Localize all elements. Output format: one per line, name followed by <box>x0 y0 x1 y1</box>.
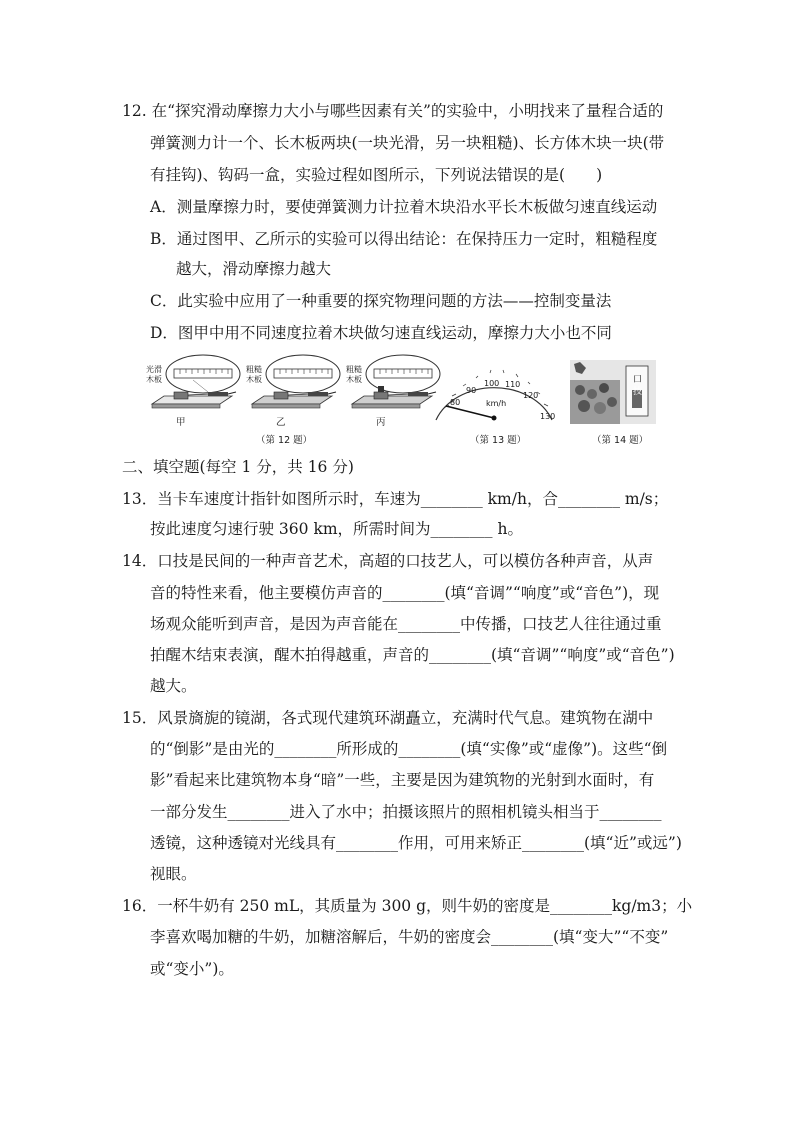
bing-label: 丙 <box>376 417 386 428</box>
caption-14: （第 14 题） <box>592 435 649 446</box>
q13-line1: 13．当卡车速度计指针如图所示时，车速为________ km/h，合________ m/s； <box>122 490 669 508</box>
jia-board-label-1: 光滑 <box>146 365 162 374</box>
q14-line1: 14．口技是民间的一种声音艺术，高超的口技艺人，可以模仿各种声音，从声 <box>122 552 654 570</box>
q12-option-b-cont: 越大，滑动摩擦力越大 <box>176 260 332 278</box>
figure-speedometer <box>428 356 560 428</box>
q15-line4: 一部分发生________进入了水中；拍摄该照片的照相机镜头相当于________ <box>150 803 662 821</box>
figure-jia <box>148 352 242 430</box>
tick-130: 130 <box>540 412 556 421</box>
q16-line3: 或“变小”)。 <box>150 960 234 978</box>
figure-photo14 <box>570 360 656 424</box>
q12-option-b: B．通过图甲、乙所示的实验可以得出结论：在保持压力一定时，粗糙程度 <box>150 230 658 248</box>
caption-13: （第 13 题） <box>470 435 527 446</box>
jia-board-label-2: 木板 <box>146 375 162 384</box>
q14-line5: 越大。 <box>150 677 197 695</box>
q15-line6: 视眼。 <box>150 865 197 883</box>
q14-line4: 拍醒木结束表演，醒木拍得越重，声音的________(填“音调”“响度”或“音色”) <box>150 646 675 664</box>
q15-line5: 透镜，这种透镜对光线具有________作用，可用来矫正________(填“近”或远”) <box>150 834 682 852</box>
yi-board-label-1: 粗糙 <box>246 365 262 374</box>
section-2-heading: 二、填空题(每空 1 分，共 16 分) <box>122 458 354 476</box>
speed-unit: km/h <box>486 399 507 408</box>
tick-110: 110 <box>505 380 521 389</box>
q12-option-d: D．图甲中用不同速度拉着木块做匀速直线运动，摩擦力大小也不同 <box>150 324 612 342</box>
photo-sign-ji: 技 <box>633 387 643 397</box>
jia-label: 甲 <box>176 417 186 428</box>
q15-line3: 影”看起来比建筑物本身“暗”一些，主要是因为建筑物的光射到水面时，有 <box>150 771 655 789</box>
tick-120: 120 <box>523 391 539 400</box>
q13-line2: 按此速度匀速行驶 360 km，所需时间为________ h。 <box>150 520 523 538</box>
photo-sign-kou: 口 <box>633 375 643 385</box>
q12-option-c: C．此实验中应用了一种重要的探究物理问题的方法——控制变量法 <box>150 292 612 310</box>
bing-board-label-2: 木板 <box>346 375 362 384</box>
caption-12: （第 12 题） <box>256 435 313 446</box>
bing-board-label-1: 粗糙 <box>346 365 362 374</box>
tick-100: 100 <box>484 379 500 388</box>
q14-line2: 音的特性来看，他主要模仿声音的________(填“音调”“响度”或“音色”)，现 <box>150 584 660 602</box>
q14-line3: 场观众能听到声音，是因为声音能在________中传播，口技艺人往往通过重 <box>150 615 662 633</box>
q15-line1: 15．风景旖旎的镜湖，各式现代建筑环湖矗立，充满时代气息。建筑物在湖中 <box>122 709 654 727</box>
q12-option-a: A．测量摩擦力时，要使弹簧测力计拉着木块沿水平长木板做匀速直线运动 <box>150 198 658 216</box>
q15-line2: 的“倒影”是由光的________所形成的________(填“实像”或“虚像”)。这些“倒 <box>150 740 668 758</box>
figure-yi <box>248 352 342 430</box>
yi-board-label-2: 木板 <box>246 375 262 384</box>
yi-label: 乙 <box>276 417 286 428</box>
tick-80: 80 <box>450 398 461 407</box>
tick-90: 90 <box>466 386 477 395</box>
q12-stem-line2: 弹簧测力计一个、长木板两块(一块光滑，另一块粗糙)、长方体木块一块(带 <box>150 134 665 152</box>
q12-stem-line1: 12. 在“探究滑动摩擦力大小与哪些因素有关”的实验中，小明找来了量程合适的 <box>122 102 664 120</box>
q16-line1: 16．一杯牛奶有 250 mL，其质量为 300 g，则牛奶的密度是________kg/m3；小 <box>122 897 693 915</box>
q12-stem-line3: 有挂钩)、钩码一盒，实验过程如图所示，下列说法错误的是( ) <box>150 166 603 184</box>
q16-line2: 李喜欢喝加糖的牛奶，加糖溶解后，牛奶的密度会________(填“变大”“不变” <box>150 928 669 946</box>
